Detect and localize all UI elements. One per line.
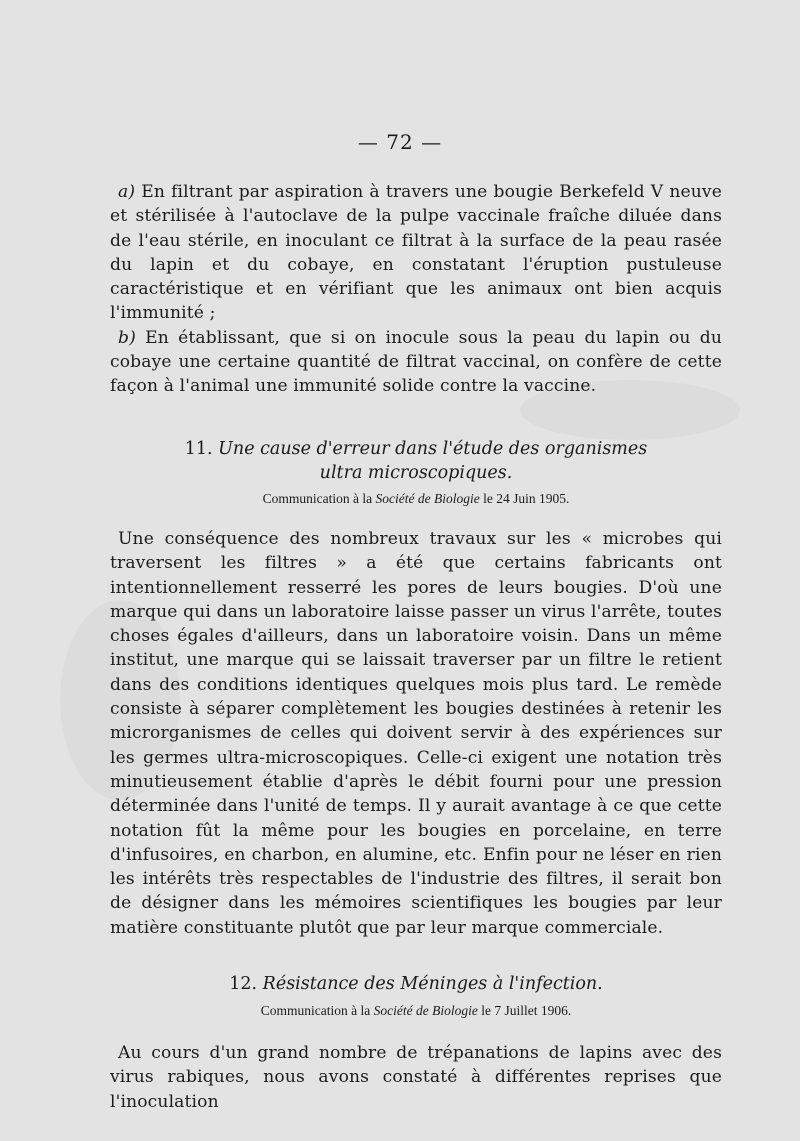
section-11-body-block	[110, 527, 722, 940]
section-11-title-line1	[110, 437, 722, 461]
section-12-society: Société de Biologie	[373, 1003, 478, 1018]
item-a-paragraph	[110, 180, 722, 326]
section-11-title-text-1: Une cause d'erreur dans l'étude des organismes	[218, 439, 648, 459]
section-11-communication	[110, 490, 722, 508]
item-b-text: En établissant, que si on inocule sous la peau du lapin ou du cobaye une certaine quantité de filtrat vaccinal, on confère de cette façon à l'animal une immunité solide contre la vaccine.	[110, 327, 722, 397]
section-12-communication	[110, 1002, 722, 1020]
section-11-communication-prefix: Communication à la	[262, 491, 373, 506]
page-number: — 72 —	[357, 130, 443, 154]
section-12-title-text: Résistance des Méninges à l'infection.	[262, 974, 603, 994]
section-12-communication-prefix: Communication à la	[260, 1003, 371, 1018]
section-11-number: 11.	[184, 439, 213, 459]
item-b-marker: b)	[118, 327, 136, 348]
section-11-date: le 24 Juin 1905.	[483, 491, 570, 506]
item-b-paragraph	[110, 326, 722, 399]
section-12-body-block	[110, 1041, 722, 1114]
section-11-title	[110, 437, 722, 485]
intro-block	[110, 180, 722, 399]
section-11-title-line2: ultra microscopiques.	[319, 463, 513, 483]
section-11-body: Une conséquence des nombreux travaux sur les « microbes qui traversent les filtres » a été que certains fabricants ont intentionnellement resserré les pores de leurs bougies. D'où une marque qui dans un laboratoire laisse passer un virus l'arrête, toutes choses égales d'ailleurs, dans un laboratoire voisin. Dans un même institut, une marque qui se laissait traverser par un filtre le retient dans des conditions identiques quelques mois plus tard. Le remède consiste à séparer complètement les bougies destinées à retenir les microrganismes de celles qui doivent servir à des expériences sur les germes ultra-microscopiques. Celle-ci exigent une notation très minutieusement établie d'après le débit fourni pour une pression déterminée dans l'unité de temps. Il y aurait avantage à ce que cette notation fût la même pour les bougies en porcelaine, en terre d'infusoires, en charbon, en alumine, etc. Enfin pour ne léser en rien les intérêts très respectables de l'industrie des filtres, il serait bon de désigner dans les mémoires scientifiques les bougies par leur matière constituante plutôt que par leur marque commerciale.	[110, 529, 723, 938]
section-12-date: le 7 Juillet 1906.	[481, 1003, 572, 1018]
section-11-society: Société de Biologie	[375, 491, 480, 506]
section-12-number: 12.	[229, 974, 258, 994]
section-12-title	[110, 972, 722, 996]
section-12-body: Au cours d'un grand nombre de trépanations de lapins avec des virus rabiques, nous avons constaté à différentes reprises que l'inoculation	[110, 1043, 722, 1112]
item-a-marker: a)	[118, 182, 136, 202]
item-a-text: En filtrant par aspiration à travers une bougie Berkefeld V neuve et stérilisée à l'autoclave de la pulpe vaccinale fraîche diluée dans de l'eau stérile, en inoculant ce filtrat à la surface de la peau rasée du lapin et du cobaye, en constatant l'éruption pustuleuse caractéristique et en vérifiant que les animaux ont bien acquis l'immunité ;	[110, 182, 722, 324]
